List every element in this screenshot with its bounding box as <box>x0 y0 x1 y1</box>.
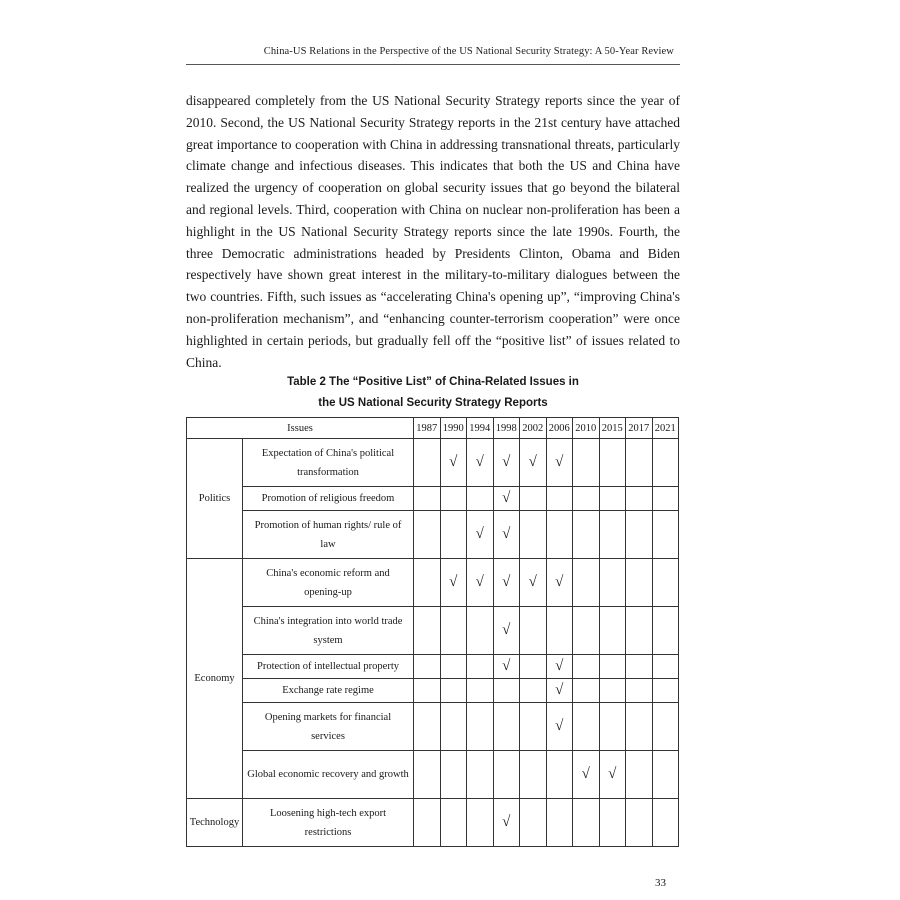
empty-cell <box>626 703 653 751</box>
empty-cell <box>520 799 547 847</box>
issue-cell: Protection of intellectual property <box>243 655 414 679</box>
year-header: 2017 <box>626 418 653 439</box>
check-mark: √ <box>520 559 547 607</box>
check-mark: √ <box>440 439 467 487</box>
empty-cell <box>493 703 520 751</box>
check-mark: √ <box>467 511 494 559</box>
empty-cell <box>626 679 653 703</box>
empty-cell <box>652 559 679 607</box>
check-mark: √ <box>493 607 520 655</box>
running-header: China-US Relations in the Perspective of the US National Security Strategy: A 50-Year Review <box>263 46 674 57</box>
empty-cell <box>520 703 547 751</box>
empty-cell <box>440 487 467 511</box>
check-mark: √ <box>467 439 494 487</box>
empty-cell <box>414 655 441 679</box>
empty-cell <box>520 655 547 679</box>
category-cell: Politics <box>187 439 243 559</box>
empty-cell <box>626 607 653 655</box>
table-body <box>187 439 679 847</box>
empty-cell <box>520 679 547 703</box>
empty-cell <box>599 559 626 607</box>
check-mark: √ <box>493 487 520 511</box>
empty-cell <box>652 655 679 679</box>
check-mark: √ <box>546 439 573 487</box>
issue-cell: Promotion of religious freedom <box>243 487 414 511</box>
empty-cell <box>546 751 573 799</box>
table-row <box>187 655 679 679</box>
year-header: 2021 <box>652 418 679 439</box>
empty-cell <box>520 607 547 655</box>
empty-cell <box>493 679 520 703</box>
issue-cell: Opening markets for financial services <box>243 703 414 751</box>
table-caption-line-2: the US National Security Strategy Reports <box>318 397 548 409</box>
check-mark: √ <box>493 799 520 847</box>
check-mark: √ <box>546 559 573 607</box>
year-header: 1994 <box>467 418 494 439</box>
category-cell: Technology <box>187 799 243 847</box>
issue-cell: Global economic recovery and growth <box>243 751 414 799</box>
empty-cell <box>599 679 626 703</box>
empty-cell <box>599 799 626 847</box>
check-mark: √ <box>493 559 520 607</box>
table-row <box>187 703 679 751</box>
issue-cell: Expectation of China's political transformation <box>243 439 414 487</box>
empty-cell <box>520 751 547 799</box>
empty-cell <box>573 679 600 703</box>
year-header: 1990 <box>440 418 467 439</box>
empty-cell <box>414 487 441 511</box>
empty-cell <box>414 703 441 751</box>
empty-cell <box>440 679 467 703</box>
check-mark: √ <box>440 559 467 607</box>
table-row <box>187 487 679 511</box>
empty-cell <box>626 751 653 799</box>
empty-cell <box>599 703 626 751</box>
header-rule <box>186 64 680 65</box>
issue-cell: China's economic reform and opening-up <box>243 559 414 607</box>
empty-cell <box>467 607 494 655</box>
empty-cell <box>467 799 494 847</box>
check-mark: √ <box>599 751 626 799</box>
empty-cell <box>652 511 679 559</box>
empty-cell <box>414 799 441 847</box>
category-cell: Economy <box>187 559 243 799</box>
empty-cell <box>493 751 520 799</box>
empty-cell <box>599 655 626 679</box>
issue-cell: Exchange rate regime <box>243 679 414 703</box>
check-mark: √ <box>493 439 520 487</box>
check-mark: √ <box>546 679 573 703</box>
check-mark: √ <box>520 439 547 487</box>
empty-cell <box>414 439 441 487</box>
table-row <box>187 751 679 799</box>
empty-cell <box>599 607 626 655</box>
empty-cell <box>467 679 494 703</box>
empty-cell <box>599 439 626 487</box>
empty-cell <box>652 703 679 751</box>
empty-cell <box>626 439 653 487</box>
empty-cell <box>440 655 467 679</box>
empty-cell <box>573 703 600 751</box>
table-row <box>187 511 679 559</box>
empty-cell <box>652 439 679 487</box>
check-mark: √ <box>573 751 600 799</box>
table-caption-line-1: Table 2 The “Positive List” of China-Related Issues in <box>287 376 579 388</box>
empty-cell <box>652 751 679 799</box>
empty-cell <box>467 487 494 511</box>
empty-cell <box>414 679 441 703</box>
empty-cell <box>626 655 653 679</box>
issue-cell: Loosening high-tech export restrictions <box>243 799 414 847</box>
empty-cell <box>414 751 441 799</box>
empty-cell <box>573 655 600 679</box>
empty-cell <box>414 559 441 607</box>
year-header: 2015 <box>599 418 626 439</box>
empty-cell <box>546 607 573 655</box>
empty-cell <box>546 487 573 511</box>
empty-cell <box>414 607 441 655</box>
empty-cell <box>467 655 494 679</box>
empty-cell <box>440 799 467 847</box>
empty-cell <box>467 751 494 799</box>
table-row <box>187 679 679 703</box>
empty-cell <box>520 511 547 559</box>
year-header: 1987 <box>414 418 441 439</box>
table-row <box>187 439 679 487</box>
table-row <box>187 559 679 607</box>
empty-cell <box>546 511 573 559</box>
empty-cell <box>652 679 679 703</box>
check-mark: √ <box>467 559 494 607</box>
empty-cell <box>440 751 467 799</box>
empty-cell <box>546 799 573 847</box>
check-mark: √ <box>493 655 520 679</box>
empty-cell <box>626 799 653 847</box>
year-header: 2002 <box>520 418 547 439</box>
empty-cell <box>573 559 600 607</box>
empty-cell <box>440 607 467 655</box>
issue-cell: Promotion of human rights/ rule of law <box>243 511 414 559</box>
empty-cell <box>573 799 600 847</box>
issues-header: Issues <box>187 418 414 439</box>
table-caption <box>186 372 680 414</box>
check-mark: √ <box>546 703 573 751</box>
empty-cell <box>573 487 600 511</box>
empty-cell <box>440 511 467 559</box>
empty-cell <box>626 559 653 607</box>
empty-cell <box>652 799 679 847</box>
table-header-row <box>187 418 679 439</box>
year-header: 2010 <box>573 418 600 439</box>
empty-cell <box>626 511 653 559</box>
empty-cell <box>599 511 626 559</box>
year-header: 1998 <box>493 418 520 439</box>
empty-cell <box>599 487 626 511</box>
empty-cell <box>414 511 441 559</box>
empty-cell <box>520 487 547 511</box>
empty-cell <box>626 487 653 511</box>
table-row <box>187 799 679 847</box>
positive-list-table <box>186 417 679 847</box>
check-mark: √ <box>546 655 573 679</box>
body-paragraph: disappeared completely from the US National Security Strategy reports since the year of 2010. Second, the US National Security Strategy reports in the 21st century have attached great importance to cooperation with China in addressing transnational threats, particularly climate change and infectious diseases. This indicates that both the US and China have realized the urgency of cooperation on global security issues that go beyond the bilateral and regional levels. Third, cooperation with China on nuclear non-proliferation has been a highlight in the US National Security Strategy reports since the late 1990s. Fourth, the three Democratic administrations headed by Presidents Clinton, Obama and Biden respectively have shown great interest in the military-to-military dialogues between the two countries. Fifth, such issues as “accelerating China's opening up”, “improving China's non-proliferation mechanism”, and “enhancing counter-terrorism cooperation” were once highlighted in certain periods, but gradually fell off the “positive list” of issues related to China. <box>186 93 680 370</box>
issue-cell: China's integration into world trade system <box>243 607 414 655</box>
year-header: 2006 <box>546 418 573 439</box>
empty-cell <box>573 511 600 559</box>
empty-cell <box>573 607 600 655</box>
empty-cell <box>573 439 600 487</box>
table-row <box>187 607 679 655</box>
empty-cell <box>652 607 679 655</box>
page-number: 33 <box>655 877 666 889</box>
check-mark: √ <box>493 511 520 559</box>
empty-cell <box>652 487 679 511</box>
empty-cell <box>440 703 467 751</box>
empty-cell <box>467 703 494 751</box>
